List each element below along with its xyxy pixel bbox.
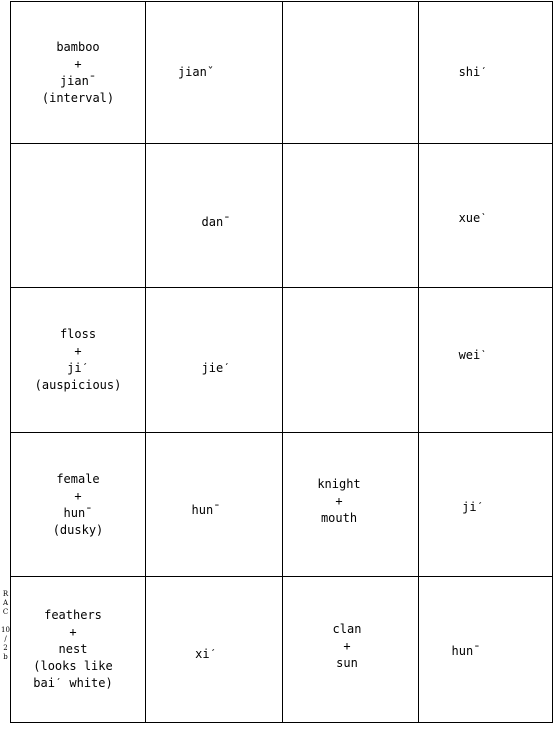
cell-text-line: + (74, 488, 82, 503)
cell-text-line: 10 (1, 626, 10, 634)
cell-text-line: feathers (44, 608, 102, 622)
cell-text-line: female (56, 471, 100, 486)
cell-r3-c1 (11, 288, 145, 432)
cell-r3-c2 (146, 288, 286, 448)
cell-text-line: knight (317, 476, 361, 491)
cell-text-line: + (74, 344, 82, 358)
cell-r1-c2 (146, 2, 246, 143)
cell-r3-c3 (283, 288, 418, 432)
cell-text-line (1, 617, 10, 626)
cell-r2-c3 (283, 144, 418, 287)
cell-text-line: (looks like (33, 659, 113, 673)
cell-r1-c4 (419, 2, 527, 143)
cell-text-line: + (74, 56, 82, 71)
cell-text-line: + (335, 493, 343, 508)
cell-text-line: b (3, 653, 8, 661)
cell-text-line: jiˊ (462, 499, 484, 514)
cell-text-line: sun (336, 656, 358, 670)
cell-text-line: A (2, 599, 9, 607)
cell-text-line: (interval) (41, 90, 115, 105)
cell-text-line: hunˉ (451, 643, 481, 658)
cell-text-line: bamboo (56, 39, 100, 54)
cell-text-line: baiˊ white) (33, 676, 113, 690)
cell-r4-c3 (283, 433, 395, 569)
cell-text-line: jiˊ (67, 361, 89, 375)
cell-text-line: jianˉ (59, 73, 97, 88)
cell-text-line: shiˊ (458, 65, 488, 79)
cell-text-line: danˉ (201, 214, 231, 229)
cell-r4-c2 (146, 433, 266, 588)
cell-text-line: nest (58, 642, 88, 656)
cell-r1-c3 (283, 2, 418, 143)
cell-text-line: weiˋ (458, 347, 488, 362)
cell-text-line: C (2, 608, 9, 616)
cell-text-line: + (69, 625, 77, 639)
cell-text-line: clan (332, 622, 362, 636)
cell-r5-c1 (11, 577, 135, 722)
cell-r4-c4 (419, 433, 527, 581)
cell-text-line: R (2, 590, 9, 598)
cell-text-line: mouth (320, 510, 358, 525)
cell-text-line: xiˊ (195, 647, 217, 661)
side-margin-note (1, 590, 10, 662)
cell-r5-c3 (283, 577, 411, 716)
cell-text-line: (auspicious) (34, 378, 122, 392)
cell-r2-c4 (419, 144, 527, 292)
cell-text-line: 2 (3, 644, 8, 652)
cell-text-line: hunˉ (63, 505, 93, 520)
cell-text-line: floss (59, 327, 97, 341)
cell-r5-c4 (419, 577, 513, 725)
cell-r1-c1 (11, 2, 145, 143)
cell-r3-c4 (419, 288, 527, 422)
cell-text-line: jieˊ (201, 360, 231, 375)
cell-text-line: / (4, 635, 7, 643)
cell-r4-c1 (11, 433, 145, 576)
cell-text-line: (dusky) (52, 522, 104, 537)
cell-text-line: jianˇ (177, 65, 215, 79)
cell-text-line: + (343, 639, 351, 653)
cell-r2-c1 (11, 144, 145, 287)
cell-text-line: xueˋ (458, 210, 488, 225)
cell-text-line: hunˉ (191, 503, 221, 517)
cell-r2-c2 (146, 144, 286, 300)
cell-r5-c2 (146, 577, 266, 732)
